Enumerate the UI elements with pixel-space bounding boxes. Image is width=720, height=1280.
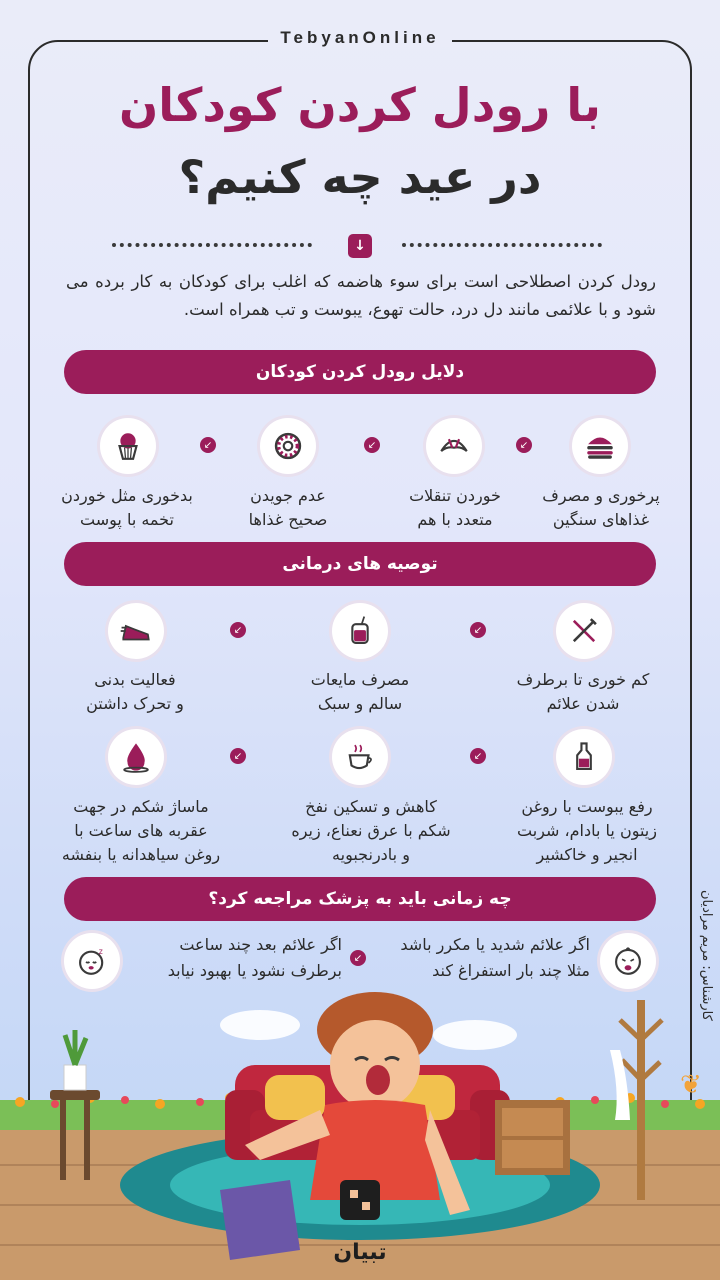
- treatment-label-3: فعالیت بدنی و تحرک داشتن: [86, 670, 184, 713]
- author-credit: کارشناس: مریم مرادیان: [699, 890, 714, 1021]
- bullet-arrow-icon: ↙: [230, 622, 246, 638]
- divider-left: [112, 243, 312, 247]
- bullet-arrow-icon: ↙: [516, 437, 532, 453]
- bullet-arrow-icon: ↙: [470, 748, 486, 764]
- treatment-label-6: ماساژ شکم در جهت عقربه های ساعت با روغن سیاهدانه یا بنفشه: [61, 797, 221, 864]
- fork-knife-icon: [556, 603, 612, 659]
- divider-right: [402, 243, 602, 247]
- tea-cup-icon: [332, 729, 388, 785]
- section-doctor-header: چه زمانی باید به پزشک مراجعه کرد؟: [64, 877, 656, 921]
- logo-text: تبیان: [333, 1240, 387, 1265]
- tebyan-logo: [340, 1180, 380, 1220]
- bullet-arrow-icon: ↙: [470, 622, 486, 638]
- bullet-arrow-icon: ↙: [200, 437, 216, 453]
- brand-header: [0, 28, 720, 48]
- down-arrow-icon: ↓: [348, 234, 372, 258]
- oil-drop-icon: [108, 729, 164, 785]
- section-treatments-header: توصیه های درمانی: [64, 542, 656, 586]
- drink-icon: [332, 603, 388, 659]
- svg-text:z: z: [98, 947, 103, 957]
- section-causes-header: دلایل رودل کردن کودکان: [64, 350, 656, 394]
- bullet-arrow-icon: ↙: [350, 950, 366, 966]
- cause-label-4: بدخوری مثل خوردن تخمه با پوست: [61, 486, 193, 529]
- intro-text: رودل کردن اصطلاحی است برای سوء هاضمه که اغلب برای کودکان به کار برده می شود و با علائمی مانند دل درد، حالت تهوع، یبوست و تب همراه است.: [66, 272, 656, 319]
- cause-label-2: خوردن تنقلات متعدد با هم: [409, 486, 501, 529]
- butterfly-icon: ❦: [680, 1070, 702, 1100]
- doctor-label-1: اگر علائم شدید یا مکرر باشد مثلا چند بار استفراغ کند: [400, 935, 590, 980]
- cause-label-1: پرخوری و مصرف غذاهای سنگین: [542, 486, 660, 529]
- oil-bottle-icon: [556, 729, 612, 785]
- bullet-arrow-icon: ↙: [230, 748, 246, 764]
- brand-text: TebyanOnline: [268, 28, 451, 47]
- cause-label-3: عدم جویدن صحیح غذاها: [248, 486, 328, 529]
- sneaker-icon: [108, 603, 164, 659]
- burger-icon: [572, 418, 628, 474]
- donut-icon: [260, 418, 316, 474]
- croissant-icon: [426, 418, 482, 474]
- treatment-label-4: رفع یبوست با روغن زیتون یا بادام، شربت انجیر و خاکشیر: [517, 797, 657, 864]
- cupcake-icon: [100, 418, 156, 474]
- doctor-label-2: اگر علائم بعد چند ساعت برطرف نشود یا بهبود نیابد: [167, 935, 342, 980]
- bullet-arrow-icon: ↙: [364, 437, 380, 453]
- treatment-label-5: کاهش و تسکین نفخ شکم با عرق نعناع، زیره و بادرنجبویه: [291, 797, 451, 864]
- page-subtitle: در عید چه کنیم؟: [178, 150, 542, 204]
- child-illustration: [0, 980, 720, 1280]
- treatment-label-2: مصرف مایعات سالم و سبک: [310, 670, 410, 713]
- page-title: با رودل کردن کودکان: [119, 78, 601, 132]
- treatment-label-1: کم خوری تا برطرف شدن علائم: [516, 670, 650, 713]
